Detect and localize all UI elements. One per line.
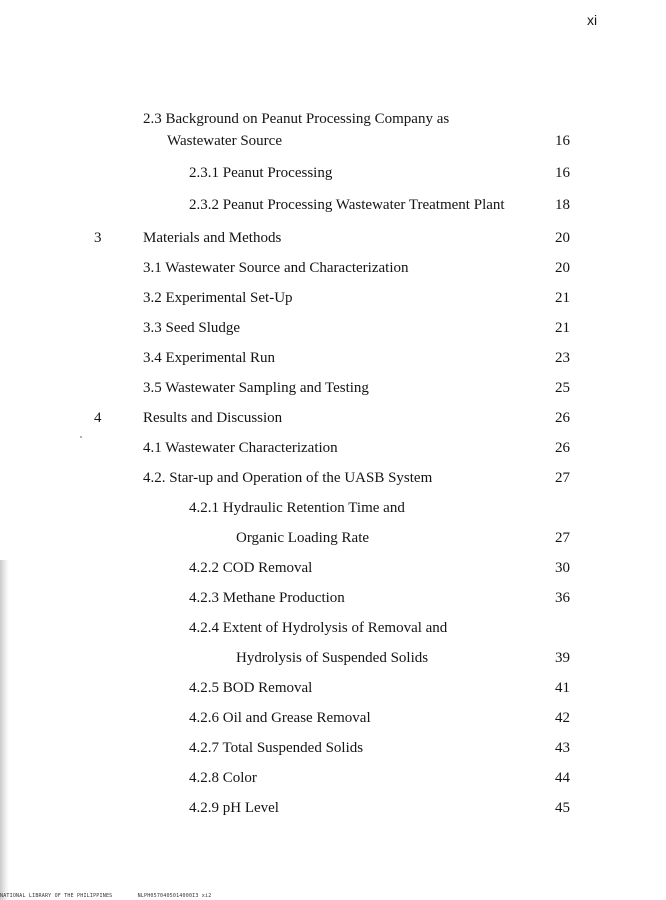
toc-entry-page: 20 (555, 260, 570, 276)
toc-entry-text: 3.3 Seed Sludge (143, 320, 241, 336)
toc-entry-page: 21 (555, 320, 570, 336)
toc-entry-page: 16 (555, 133, 570, 149)
toc-entry-text: 3.2 Experimental Set-Up (143, 290, 293, 306)
toc-entry-text: 4.2.7 Total Suspended Solids (189, 740, 364, 756)
toc-entry-page: 26 (555, 410, 570, 426)
toc-entry-text: 4.2.5 BOD Removal (189, 680, 313, 696)
toc-entry-page: 27 (555, 530, 570, 546)
toc-entry-page: 18 (555, 197, 570, 213)
toc-entry-text: 2.3.1 Peanut Processing (189, 165, 333, 181)
toc-entry-page: 23 (555, 350, 570, 366)
toc-entry-page: 26 (555, 440, 570, 456)
toc-entry-text: 4.2.3 Methane Production (189, 590, 345, 606)
toc-entry-text: 4.2.1 Hydraulic Retention Time and (189, 500, 405, 516)
toc-entry-page: 21 (555, 290, 570, 306)
toc-entry-text: 4.2.4 Extent of Hydrolysis of Removal and (189, 620, 448, 636)
toc-entry-text: 4.2.9 pH Level (189, 800, 279, 816)
toc-entry-text: 3.1 Wastewater Source and Characterization (143, 260, 409, 276)
toc-entry-text: 4.2.6 Oil and Grease Removal (189, 710, 371, 726)
toc-entry-page: 41 (555, 680, 570, 696)
toc-entry-text: 4.1 Wastewater Characterization (143, 440, 338, 456)
toc-chapter-title: Materials and Methods (143, 230, 282, 246)
toc-entry-text: 2.3.2 Peanut Processing Wastewater Treatment Plant (189, 197, 505, 213)
toc-entry-text: 2.3 Background on Peanut Processing Company as (143, 111, 450, 127)
toc-entry-page: 16 (555, 165, 570, 181)
toc-entry-text: 3.4 Experimental Run (143, 350, 276, 366)
toc-chapter-number: 3 (94, 230, 102, 246)
toc-entry-text: 4.2.2 COD Removal (189, 560, 313, 576)
toc-entry-page: 43 (555, 740, 570, 756)
toc-entry-text: Hydrolysis of Suspended Solids (236, 650, 429, 666)
toc-entry-text: 4.2. Star-up and Operation of the UASB System (143, 470, 433, 486)
toc-entry-page: 25 (555, 380, 570, 396)
page-number: xi (587, 12, 598, 28)
toc-entry-page: 20 (555, 230, 570, 246)
toc-entry-text: 4.2.8 Color (189, 770, 257, 786)
scan-edge-shadow (0, 560, 9, 900)
toc-entry-page: 45 (555, 800, 570, 816)
toc-entry-page: 30 (555, 560, 570, 576)
scan-speck (80, 436, 82, 438)
toc-entry-text: Wastewater Source (167, 133, 282, 149)
toc-entry-page: 39 (555, 650, 570, 666)
toc-entry-page: 44 (555, 770, 570, 786)
toc-chapter-title: Results and Discussion (143, 410, 283, 426)
footer-code: NLPH0570405014000I3 xi2 (137, 893, 212, 899)
scan-footer (0, 893, 233, 899)
toc-entry-text: 3.5 Wastewater Sampling and Testing (143, 380, 369, 396)
toc-entry-page: 27 (555, 470, 570, 486)
toc-entry-page: 36 (555, 590, 570, 606)
toc-entry-page: 42 (555, 710, 570, 726)
toc-entry-text: Organic Loading Rate (236, 530, 370, 546)
toc-chapter-number: 4 (94, 410, 102, 426)
footer-library: NATIONAL LIBRARY OF THE PHILIPPINES (0, 893, 113, 899)
